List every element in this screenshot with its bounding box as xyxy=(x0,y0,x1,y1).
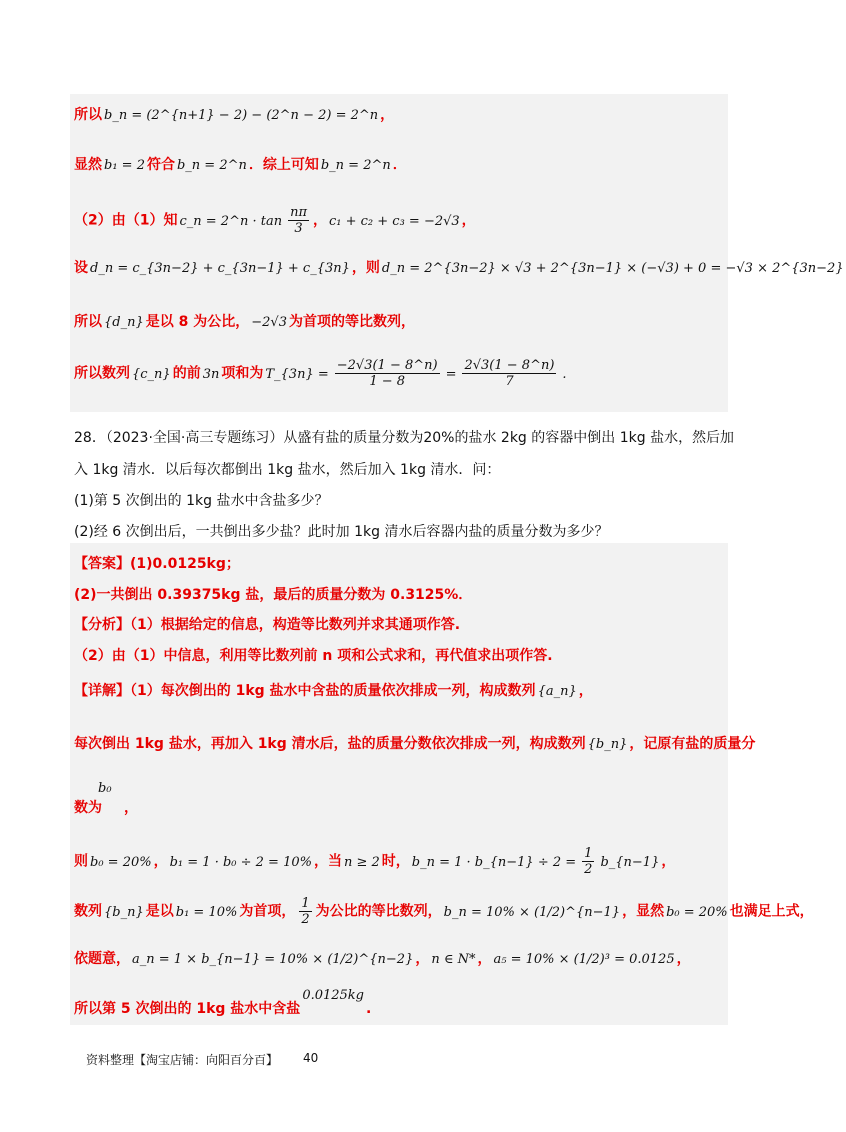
question-line-3: (1)第 5 次倒出的 1kg 盐水中含盐多少？ xyxy=(74,493,329,509)
detail-line-5: 数列 {b_n} 是以 b₁ = 10% 为首项， $\frac{1}{2}$ 为公比的等比数列， b_n = 10% × (1/2)^{n−1} ，显然 b₀ = 20% 也满足上式， xyxy=(74,896,814,927)
analysis-line-1: 【分析】（1）根据给定的信息，构造等比数列并求其通项作答. xyxy=(74,617,461,633)
solution-line-2: 显然 b₁ = 2 符合 b_n = 2^n ．综上可知 b_n = 2^n ． xyxy=(74,157,407,173)
detail-line-6: 依题意， a_n = 1 × b_{n−1} = 10% × (1/2)^{n−2} ， n ∈ N* ， a₅ = 10% × (1/2)³ = 0.0125 ， xyxy=(74,951,691,967)
solution-line-5: 所以 {d_n} 是以 8 为公比， −2√3 为首项的等比数列， xyxy=(74,314,415,330)
analysis-line-2: （2）由（1）中信息，利用等比数列前 n 项和公式求和，再代值求出项作答. xyxy=(74,648,553,664)
footer-source: 资料整理【淘宝店铺：向阳百分百】 xyxy=(86,1053,279,1067)
detail-line-1: 【详解】（1）每次倒出的 1kg 盐水中含盐的质量依次排成一列，构成数列 {a_n} ， xyxy=(74,683,593,699)
answer-line-1: 【答案】(1)0.0125kg； xyxy=(74,556,240,572)
solution-line-4: 设 d_n = c_{3n−2} + c_{3n−1} + c_{3n} ，则 d_n = 2^{3n−2} × √3 + 2^{3n−1} × (−√3) + 0 = −√3 × 2^{3n−2} xyxy=(74,260,844,276)
solution-line-6: 所以数列 {c_n} 的前 3n 项和为 T_{3n} = $\frac{-2√3(1 - 8\^{}n)}{1 - 8}$ = $\frac{2√3(1 - 8\^{}n)}{7}$ . xyxy=(74,358,567,389)
page-number: 40 xyxy=(303,1051,319,1065)
question-line-1: 28．（2023·全国·高三专题练习）从盛有盐的质量分数为20%的盐水 2kg 的容器中倒出 1kg 盐水，然后加 xyxy=(74,430,735,446)
detail-line-2: 每次倒出 1kg 盐水，再加入 1kg 清水后，盐的质量分数依次排成一列，构成数列 {b_n} ，记原有盐的质量分 xyxy=(74,736,756,752)
solution-line-3: （2）由（1）知 c_n = 2^n · tan $\frac{n\pi}{3}$ ， c₁ + c₂ + c₃ = −2√3 ， xyxy=(74,205,476,236)
detail-b0-symbol: b₀ xyxy=(98,781,112,796)
question-line-4: (2)经 6 次倒出后，一共倒出多少盐？此时加 1kg 清水后容器内盐的质量分数为多少？ xyxy=(74,524,609,540)
answer-line-2: (2)一共倒出 0.39375kg 盐，最后的质量分数为 0.3125%． xyxy=(74,587,473,603)
detail-line-3: 数为 ， xyxy=(74,800,138,816)
question-line-2: 入 1kg 清水．以后每次都倒出 1kg 盐水，然后加入 1kg 清水．问： xyxy=(74,462,501,478)
solution-line-1: 所以 b_n = (2^{n+1} − 2) − (2^n − 2) = 2^n ， xyxy=(74,107,395,123)
detail-line-7: 所以第 5 次倒出的 1kg 盐水中含盐0.0125kg. xyxy=(74,988,372,1017)
detail-line-4: 则 b₀ = 20% ， b₁ = 1 · b₀ ÷ 2 = 10% ，当 n ≥ 2 时， b_n = 1 · b_{n−1} ÷ 2 = $\frac{1}{2}$ b_{n−1} ， xyxy=(74,846,676,877)
